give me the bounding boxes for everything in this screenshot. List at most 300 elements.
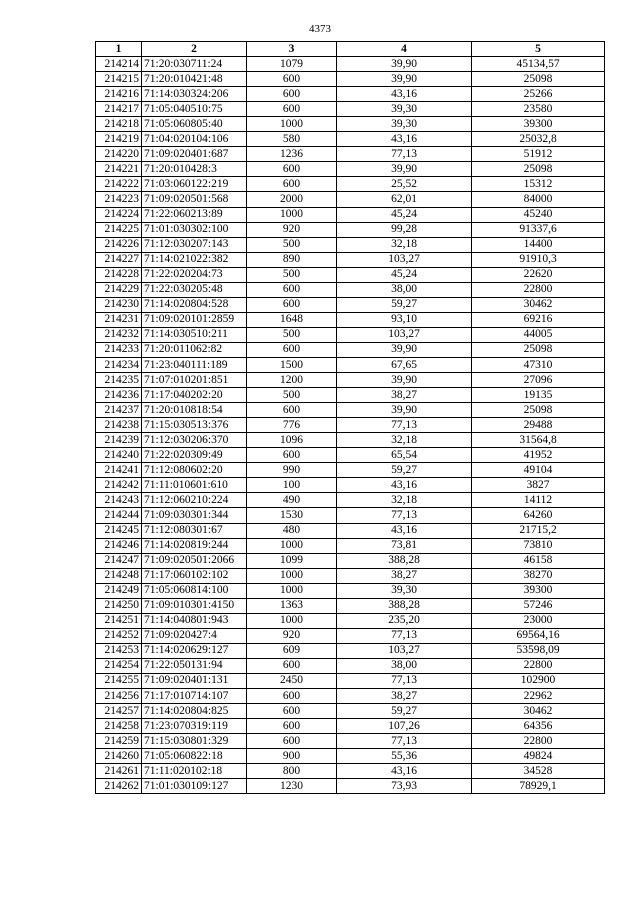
value-cell: 46158 [472,553,605,568]
record-number-cell: 214223 [96,192,142,207]
area-cell: 1000 [247,568,337,583]
area-cell: 100 [247,478,337,493]
cadastral-number-cell: 71:14:020629:127 [142,643,247,658]
record-number-cell: 214260 [96,749,142,764]
record-number-cell: 214262 [96,779,142,794]
record-number-cell: 214217 [96,102,142,117]
value-cell: 3827 [472,478,605,493]
area-cell: 920 [247,628,337,643]
value-cell: 19135 [472,388,605,403]
record-number-cell: 214214 [96,57,142,72]
record-number-cell: 214248 [96,568,142,583]
cadastral-number-cell: 71:11:010601:610 [142,478,247,493]
record-number-cell: 214261 [96,764,142,779]
cadastral-number-cell: 71:14:021022:382 [142,252,247,267]
table-row [96,267,605,282]
table-row [96,523,605,538]
cadastral-number-cell: 71:20:010421:48 [142,72,247,87]
cadastral-number-cell: 71:09:020501:2066 [142,553,247,568]
column-header-2: 2 [142,42,247,57]
value-cell: 34528 [472,764,605,779]
cadastral-number-cell: 71:14:020804:825 [142,704,247,719]
area-cell: 990 [247,463,337,478]
area-cell: 1000 [247,613,337,628]
value-cell: 30462 [472,297,605,312]
value-cell: 64356 [472,719,605,734]
record-number-cell: 214247 [96,553,142,568]
record-number-cell: 214228 [96,267,142,282]
rate-cell: 67,65 [337,357,472,372]
rate-cell: 388,28 [337,598,472,613]
cadastral-number-cell: 71:14:020819:244 [142,538,247,553]
table-row [96,734,605,749]
record-number-cell: 214259 [96,734,142,749]
rate-cell: 45,24 [337,207,472,222]
table-row [96,252,605,267]
table-row [96,342,605,357]
rate-cell: 65,54 [337,448,472,463]
table-body [96,57,605,794]
record-number-cell: 214236 [96,388,142,403]
value-cell: 45240 [472,207,605,222]
value-cell: 53598,09 [472,643,605,658]
cadastral-number-cell: 71:12:080301:67 [142,523,247,538]
table-row [96,57,605,72]
value-cell: 31564,8 [472,433,605,448]
rate-cell: 103,27 [337,327,472,342]
area-cell: 2450 [247,673,337,688]
table-row [96,568,605,583]
rate-cell: 59,27 [337,297,472,312]
cadastral-number-cell: 71:12:080602:20 [142,463,247,478]
table-row [96,282,605,297]
table-header [96,42,605,57]
value-cell: 23580 [472,102,605,117]
rate-cell: 38,00 [337,658,472,673]
area-cell: 600 [247,162,337,177]
record-number-cell: 214258 [96,719,142,734]
record-number-cell: 214233 [96,342,142,357]
area-cell: 600 [247,658,337,673]
table-row [96,764,605,779]
value-cell: 25098 [472,403,605,418]
cadastral-number-cell: 71:12:060210:224 [142,493,247,508]
table-row [96,643,605,658]
table-row [96,388,605,403]
cadastral-number-cell: 71:22:030205:48 [142,282,247,297]
rate-cell: 39,90 [337,373,472,388]
rate-cell: 77,13 [337,508,472,523]
registry-table [95,41,605,794]
rate-cell: 103,27 [337,252,472,267]
value-cell: 30462 [472,704,605,719]
value-cell: 25098 [472,162,605,177]
value-cell: 47310 [472,357,605,372]
record-number-cell: 214238 [96,418,142,433]
cadastral-number-cell: 71:01:030302:100 [142,222,247,237]
area-cell: 580 [247,132,337,147]
area-cell: 1648 [247,312,337,327]
rate-cell: 39,30 [337,102,472,117]
rate-cell: 107,26 [337,719,472,734]
record-number-cell: 214246 [96,538,142,553]
rate-cell: 77,13 [337,673,472,688]
value-cell: 22962 [472,689,605,704]
cadastral-number-cell: 71:20:010428:3 [142,162,247,177]
area-cell: 600 [247,72,337,87]
cadastral-number-cell: 71:20:030711:24 [142,57,247,72]
cadastral-number-cell: 71:11:020102:18 [142,764,247,779]
cadastral-number-cell: 71:17:060102:102 [142,568,247,583]
value-cell: 49824 [472,749,605,764]
header-row [96,42,605,57]
value-cell: 25098 [472,342,605,357]
record-number-cell: 214257 [96,704,142,719]
cadastral-number-cell: 71:22:020204:73 [142,267,247,282]
record-number-cell: 214253 [96,643,142,658]
rate-cell: 39,90 [337,342,472,357]
rate-cell: 43,16 [337,132,472,147]
rate-cell: 55,36 [337,749,472,764]
area-cell: 920 [247,222,337,237]
column-header-5: 5 [472,42,605,57]
record-number-cell: 214243 [96,493,142,508]
rate-cell: 103,27 [337,643,472,658]
table-row [96,719,605,734]
record-number-cell: 214255 [96,673,142,688]
record-number-cell: 214231 [96,312,142,327]
rate-cell: 38,00 [337,282,472,297]
value-cell: 69216 [472,312,605,327]
table-row [96,327,605,342]
area-cell: 1500 [247,357,337,372]
area-cell: 600 [247,297,337,312]
table-row [96,373,605,388]
cadastral-number-cell: 71:22:050131:94 [142,658,247,673]
table-row [96,72,605,87]
cadastral-number-cell: 71:22:020309:49 [142,448,247,463]
value-cell: 25098 [472,72,605,87]
rate-cell: 59,27 [337,463,472,478]
record-number-cell: 214242 [96,478,142,493]
table-row [96,102,605,117]
value-cell: 69564,16 [472,628,605,643]
cadastral-number-cell: 71:01:030109:127 [142,779,247,794]
rate-cell: 39,90 [337,162,472,177]
record-number-cell: 214222 [96,177,142,192]
rate-cell: 32,18 [337,433,472,448]
record-number-cell: 214219 [96,132,142,147]
cadastral-number-cell: 71:05:060822:18 [142,749,247,764]
table-row [96,628,605,643]
value-cell: 102900 [472,673,605,688]
area-cell: 900 [247,749,337,764]
cadastral-number-cell: 71:17:040202:20 [142,388,247,403]
rate-cell: 99,28 [337,222,472,237]
record-number-cell: 214220 [96,147,142,162]
cadastral-number-cell: 71:09:020427:4 [142,628,247,643]
area-cell: 1000 [247,207,337,222]
value-cell: 91910,3 [472,252,605,267]
area-cell: 480 [247,523,337,538]
table-row [96,779,605,794]
table-row [96,478,605,493]
table-row [96,147,605,162]
rate-cell: 93,10 [337,312,472,327]
record-number-cell: 214244 [96,508,142,523]
area-cell: 600 [247,87,337,102]
rate-cell: 59,27 [337,704,472,719]
table-row [96,613,605,628]
record-number-cell: 214239 [96,433,142,448]
column-header-1: 1 [96,42,142,57]
area-cell: 500 [247,327,337,342]
value-cell: 41952 [472,448,605,463]
rate-cell: 39,90 [337,403,472,418]
cadastral-number-cell: 71:14:040801:943 [142,613,247,628]
record-number-cell: 214241 [96,463,142,478]
record-number-cell: 214252 [96,628,142,643]
table-row [96,297,605,312]
area-cell: 2000 [247,192,337,207]
record-number-cell: 214221 [96,162,142,177]
rate-cell: 43,16 [337,523,472,538]
value-cell: 51912 [472,147,605,162]
record-number-cell: 214250 [96,598,142,613]
area-cell: 776 [247,418,337,433]
cadastral-number-cell: 71:15:030513:376 [142,418,247,433]
cadastral-number-cell: 71:07:010201:851 [142,373,247,388]
rate-cell: 25,52 [337,177,472,192]
rate-cell: 39,90 [337,72,472,87]
area-cell: 500 [247,267,337,282]
area-cell: 600 [247,719,337,734]
value-cell: 91337,6 [472,222,605,237]
cadastral-number-cell: 71:05:060814:100 [142,583,247,598]
table-row [96,749,605,764]
record-number-cell: 214218 [96,117,142,132]
table-row [96,192,605,207]
table-row [96,403,605,418]
value-cell: 15312 [472,177,605,192]
record-number-cell: 214226 [96,237,142,252]
value-cell: 78929,1 [472,779,605,794]
table-row [96,538,605,553]
table-row [96,207,605,222]
record-number-cell: 214230 [96,297,142,312]
cadastral-number-cell: 71:09:020401:687 [142,147,247,162]
value-cell: 27096 [472,373,605,388]
value-cell: 49104 [472,463,605,478]
record-number-cell: 214227 [96,252,142,267]
area-cell: 1200 [247,373,337,388]
cadastral-number-cell: 71:12:030206:370 [142,433,247,448]
cadastral-number-cell: 71:09:030301:344 [142,508,247,523]
area-cell: 1000 [247,117,337,132]
table-row [96,177,605,192]
cadastral-number-cell: 71:09:020401:131 [142,673,247,688]
record-number-cell: 214224 [96,207,142,222]
cadastral-number-cell: 71:14:030510:211 [142,327,247,342]
record-number-cell: 214234 [96,357,142,372]
cadastral-number-cell: 71:09:020501:568 [142,192,247,207]
cadastral-number-cell: 71:09:010301:4150 [142,598,247,613]
area-cell: 890 [247,252,337,267]
rate-cell: 43,16 [337,478,472,493]
value-cell: 57246 [472,598,605,613]
record-number-cell: 214254 [96,658,142,673]
page-number: 4373 [309,23,331,35]
cadastral-number-cell: 71:20:011062:82 [142,342,247,357]
table-row [96,448,605,463]
area-cell: 600 [247,403,337,418]
cadastral-number-cell: 71:15:030801:329 [142,734,247,749]
value-cell: 22800 [472,734,605,749]
table-row [96,598,605,613]
column-header-4: 4 [337,42,472,57]
record-number-cell: 214251 [96,613,142,628]
rate-cell: 77,13 [337,418,472,433]
value-cell: 73810 [472,538,605,553]
record-number-cell: 214249 [96,583,142,598]
cadastral-number-cell: 71:14:030324:206 [142,87,247,102]
rate-cell: 73,81 [337,538,472,553]
table-row [96,117,605,132]
record-number-cell: 214237 [96,403,142,418]
record-number-cell: 214245 [96,523,142,538]
rate-cell: 45,24 [337,267,472,282]
table-row [96,162,605,177]
table-row [96,463,605,478]
area-cell: 600 [247,102,337,117]
value-cell: 14112 [472,493,605,508]
cadastral-number-cell: 71:23:040111:189 [142,357,247,372]
area-cell: 1079 [247,57,337,72]
rate-cell: 388,28 [337,553,472,568]
table-row [96,493,605,508]
rate-cell: 38,27 [337,689,472,704]
area-cell: 609 [247,643,337,658]
cadastral-number-cell: 71:17:010714:107 [142,689,247,704]
cadastral-number-cell: 71:22:060213:89 [142,207,247,222]
value-cell: 45134,57 [472,57,605,72]
value-cell: 22800 [472,282,605,297]
table-row [96,433,605,448]
area-cell: 500 [247,237,337,252]
area-cell: 600 [247,177,337,192]
cadastral-number-cell: 71:20:010818:54 [142,403,247,418]
table-row [96,583,605,598]
record-number-cell: 214216 [96,87,142,102]
area-cell: 1530 [247,508,337,523]
rate-cell: 77,13 [337,147,472,162]
record-number-cell: 214229 [96,282,142,297]
column-header-3: 3 [247,42,337,57]
cadastral-number-cell: 71:03:060122:219 [142,177,247,192]
rate-cell: 235,20 [337,613,472,628]
table-row [96,508,605,523]
record-number-cell: 214215 [96,72,142,87]
cadastral-number-cell: 71:04:020104:106 [142,132,247,147]
area-cell: 600 [247,704,337,719]
value-cell: 64260 [472,508,605,523]
table-row [96,418,605,433]
area-cell: 1096 [247,433,337,448]
area-cell: 600 [247,342,337,357]
area-cell: 1230 [247,779,337,794]
record-number-cell: 214256 [96,689,142,704]
record-number-cell: 214235 [96,373,142,388]
rate-cell: 77,13 [337,734,472,749]
table-row [96,658,605,673]
value-cell: 21715,2 [472,523,605,538]
value-cell: 25032,8 [472,132,605,147]
table-row [96,357,605,372]
area-cell: 1000 [247,583,337,598]
rate-cell: 39,30 [337,117,472,132]
table-row [96,237,605,252]
rate-cell: 77,13 [337,628,472,643]
cadastral-number-cell: 71:05:040510:75 [142,102,247,117]
area-cell: 600 [247,689,337,704]
value-cell: 84000 [472,192,605,207]
rate-cell: 43,16 [337,764,472,779]
cadastral-number-cell: 71:09:020101:2859 [142,312,247,327]
cadastral-number-cell: 71:12:030207:143 [142,237,247,252]
table-row [96,87,605,102]
area-cell: 800 [247,764,337,779]
area-cell: 1099 [247,553,337,568]
rate-cell: 39,90 [337,57,472,72]
cadastral-number-cell: 71:23:070319:119 [142,719,247,734]
table-row [96,553,605,568]
record-number-cell: 214232 [96,327,142,342]
rate-cell: 32,18 [337,237,472,252]
rate-cell: 39,30 [337,583,472,598]
value-cell: 25266 [472,87,605,102]
value-cell: 39300 [472,117,605,132]
table-row [96,312,605,327]
rate-cell: 62,01 [337,192,472,207]
area-cell: 600 [247,282,337,297]
rate-cell: 32,18 [337,493,472,508]
area-cell: 1236 [247,147,337,162]
table-row [96,689,605,704]
cadastral-number-cell: 71:05:060805:40 [142,117,247,132]
area-cell: 1363 [247,598,337,613]
area-cell: 1000 [247,538,337,553]
value-cell: 39300 [472,583,605,598]
cadastral-number-cell: 71:14:020804:528 [142,297,247,312]
table-row [96,222,605,237]
value-cell: 29488 [472,418,605,433]
rate-cell: 38,27 [337,568,472,583]
rate-cell: 73,93 [337,779,472,794]
value-cell: 44005 [472,327,605,342]
value-cell: 23000 [472,613,605,628]
rate-cell: 38,27 [337,388,472,403]
record-number-cell: 214240 [96,448,142,463]
value-cell: 14400 [472,237,605,252]
area-cell: 600 [247,448,337,463]
rate-cell: 43,16 [337,87,472,102]
table-row [96,132,605,147]
area-cell: 500 [247,388,337,403]
value-cell: 22800 [472,658,605,673]
area-cell: 600 [247,734,337,749]
table-row [96,673,605,688]
value-cell: 22620 [472,267,605,282]
